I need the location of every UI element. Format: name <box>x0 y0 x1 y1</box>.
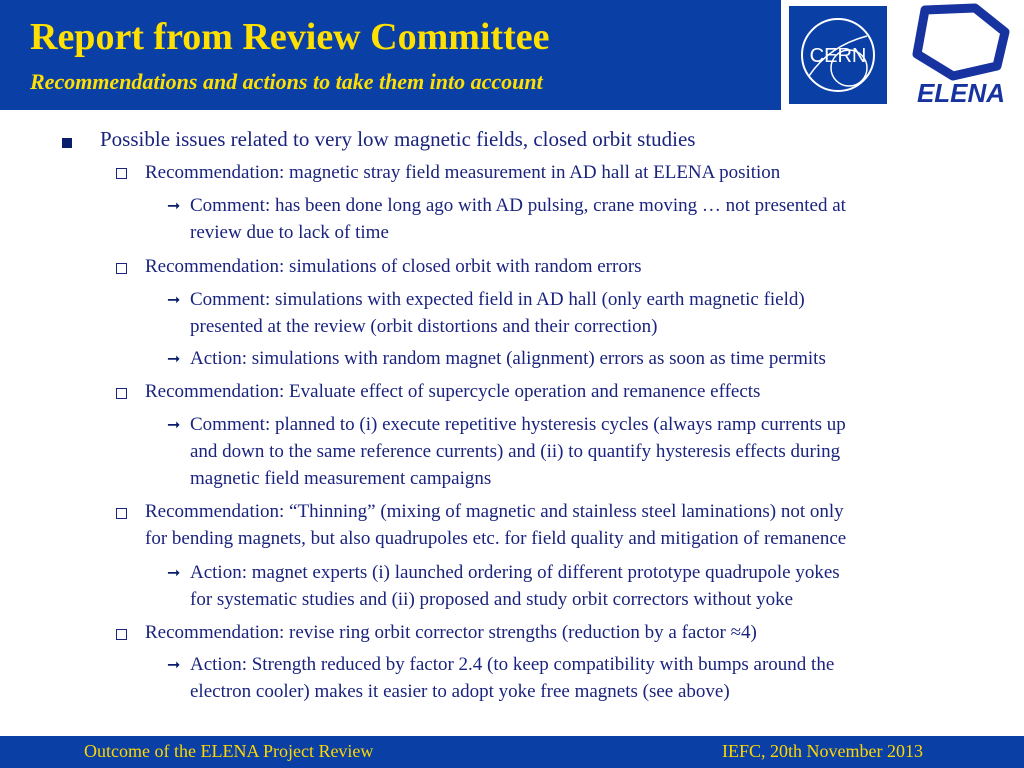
bullet-square-icon <box>62 138 72 148</box>
arrow-right-icon: ➞ <box>167 655 181 674</box>
rec4-action-line1: Action: magnet experts (i) launched ordering of different prototype quadrupole yokes <box>190 562 840 583</box>
slide-subtitle: Recommendations and actions to take them into account <box>30 69 543 94</box>
rec1-comment-line1: Comment: has been done long ago with AD pulsing, crane moving … not presented at <box>190 195 846 216</box>
recommendation-3: Recommendation: Evaluate effect of supercycle operation and remanence effects <box>145 381 761 402</box>
cern-logo <box>789 6 887 104</box>
topic-text: Possible issues related to very low magnetic fields, closed orbit studies <box>100 127 696 151</box>
recommendation-1: Recommendation: magnetic stray field measurement in AD hall at ELENA position <box>145 162 781 183</box>
rec2-action: Action: simulations with random magnet (alignment) errors as soon as time permits <box>190 348 826 369</box>
rec3-comment-line2: and down to the same reference currents) and (ii) to quantify hysteresis effects during <box>190 441 841 462</box>
rec4-action-line2: for systematic studies and (ii) proposed and study orbit correctors without yoke <box>190 589 794 610</box>
bullet-hollow-square-icon <box>116 388 127 399</box>
bullet-hollow-square-icon <box>116 168 127 179</box>
bullet-hollow-square-icon <box>116 508 127 519</box>
arrow-right-icon: ➞ <box>167 563 181 582</box>
elena-logo-text: ELENA <box>916 78 1006 108</box>
rec5-action-line2: electron cooler) makes it easier to adopt yoke free magnets (see above) <box>190 681 730 702</box>
footer-date: IEFC, 20th November 2013 <box>722 741 923 761</box>
arrow-right-icon: ➞ <box>167 290 181 309</box>
elena-logo-graphic <box>903 2 1021 108</box>
bullet-hollow-square-icon <box>116 629 127 640</box>
rec3-comment-line1: Comment: planned to (i) execute repetitive hysteresis cycles (always ramp currents up <box>190 414 846 435</box>
recommendation-2: Recommendation: simulations of closed orbit with random errors <box>145 256 642 277</box>
rec1-comment-line2: review due to lack of time <box>190 222 389 243</box>
recommendation-4-line2: for bending magnets, but also quadrupoles etc. for field quality and mitigation of remanence <box>145 528 847 549</box>
rec2-comment-line1: Comment: simulations with expected field in AD hall (only earth magnetic field) <box>190 289 805 310</box>
cern-logo-text: CERN <box>809 45 867 67</box>
logo-area <box>781 0 1024 110</box>
recommendation-5: Recommendation: revise ring orbit corrector strengths (reduction by a factor ≈4) <box>145 622 757 643</box>
rec3-comment-line3: magnetic field measurement campaigns <box>190 468 492 489</box>
arrow-right-icon: ➞ <box>167 415 181 434</box>
slide-title: Report from Review Committee <box>30 16 550 58</box>
rec2-comment-line2: presented at the review (orbit distortions and their correction) <box>190 316 658 337</box>
footer-title: Outcome of the ELENA Project Review <box>84 741 374 761</box>
recommendation-4-line1: Recommendation: “Thinning” (mixing of magnetic and stainless steel laminations) not only <box>145 501 844 522</box>
footer-bar <box>0 736 1024 768</box>
bullet-hollow-square-icon <box>116 263 127 274</box>
arrow-right-icon: ➞ <box>167 196 181 215</box>
elena-logo <box>903 2 1021 108</box>
arrow-right-icon: ➞ <box>167 349 181 368</box>
header-bar <box>0 0 1024 110</box>
cern-logo-graphic <box>789 6 887 104</box>
rec5-action-line1: Action: Strength reduced by factor 2.4 (to keep compatibility with bumps around the <box>190 654 835 675</box>
